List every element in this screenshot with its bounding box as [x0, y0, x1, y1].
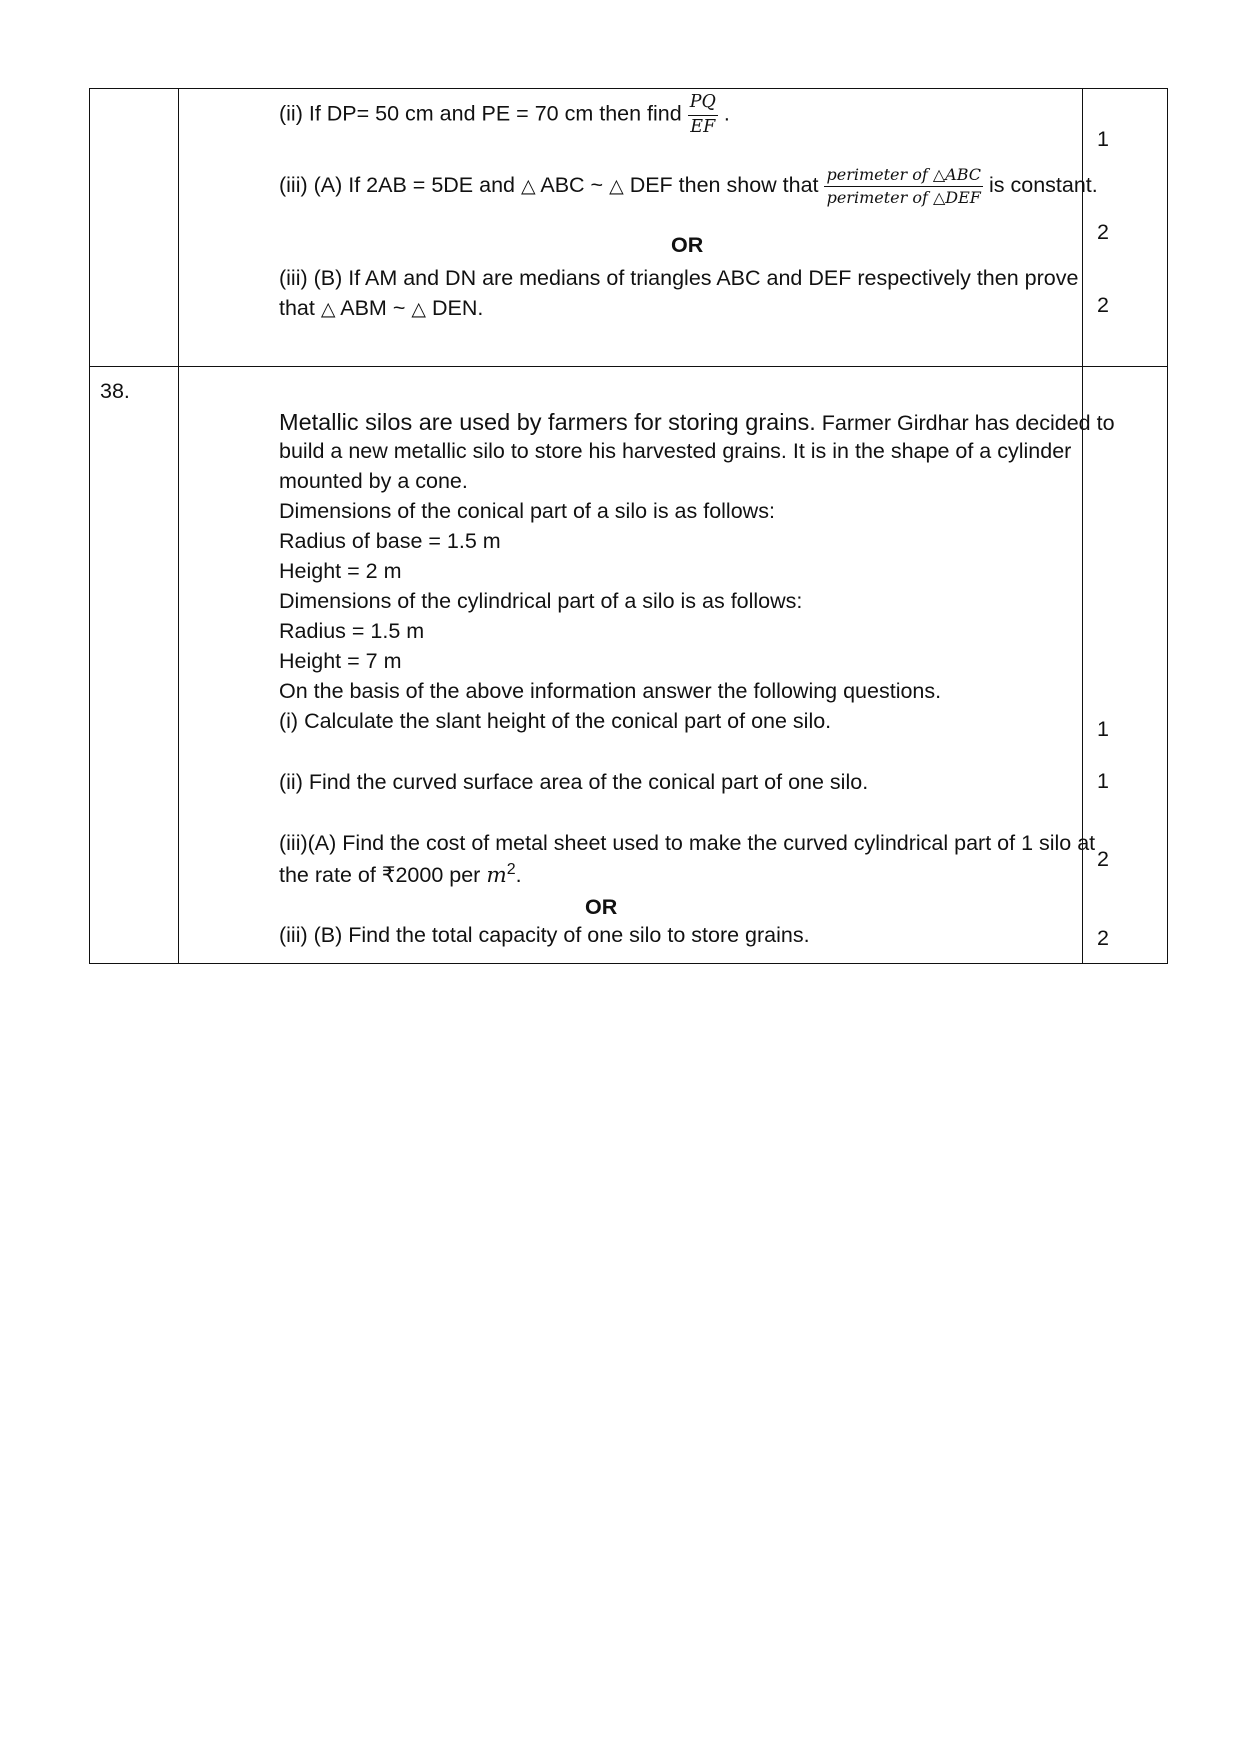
triangle-symbol: △ — [609, 175, 624, 198]
part-ii-text: (ii) If DP= 50 cm and PE = 70 cm then find — [279, 101, 688, 126]
question-number-cell — [90, 367, 179, 964]
unit-base: m — [486, 863, 507, 889]
marks-cell — [1083, 89, 1168, 367]
marks-part-iiiA: 2 — [1097, 847, 1109, 871]
question-content-cell — [179, 367, 1115, 964]
cone-radius: Radius of base = 1.5 m — [279, 529, 501, 553]
part-iiiA-line — [279, 167, 1098, 206]
instruction: On the basis of the above information answer the following questions. — [279, 679, 942, 703]
part-ii-line — [279, 94, 730, 136]
triangle-symbol: △ — [320, 298, 336, 320]
fraction-numerator: perimeter of △ABC — [824, 167, 983, 187]
question-row-38 — [90, 367, 1168, 964]
part-iiiB-prefix: that — [279, 296, 321, 320]
triangle-symbol: △ — [520, 175, 536, 198]
triangle-symbol: △ — [411, 298, 426, 320]
part-i-text: (i) Calculate the slant height of the conical part of one silo. — [279, 709, 832, 733]
question-table-container — [89, 88, 1167, 964]
marks-cell — [1083, 367, 1168, 964]
intro-lead: Metallic silos are used by farmers for storing grains. — [279, 409, 816, 435]
cylinder-height: Height = 7 m — [279, 649, 402, 673]
part-iiiA-prefix: the rate of ₹2000 per — [279, 863, 487, 888]
part-iiiB-mid: ABM ~ — [335, 296, 412, 320]
marks-part-iiiB: 2 — [1097, 926, 1109, 950]
part-iiiB-suffix: DEN. — [425, 296, 484, 320]
intro-rest: Farmer Girdhar has decided to — [815, 411, 1115, 435]
part-iiiB-line2 — [279, 296, 483, 321]
marks-part-ii: 1 — [1097, 127, 1109, 151]
intro-line1 — [279, 409, 1115, 436]
fraction-perimeter-ratio — [824, 167, 983, 206]
marks-part-iiiA: 2 — [1097, 220, 1109, 244]
intro-line3: mounted by a cone. — [279, 469, 468, 493]
or-separator: OR — [671, 233, 704, 257]
fraction-denominator: perimeter of △DEF — [826, 188, 981, 207]
question-row-37-continued — [90, 89, 1168, 367]
marks-part-i: 1 — [1097, 717, 1109, 741]
cylinder-heading: Dimensions of the cylindrical part of a silo is as follows: — [279, 589, 803, 613]
question-table — [89, 88, 1168, 964]
cone-heading: Dimensions of the conical part of a silo is as follows: — [279, 499, 775, 523]
cone-height: Height = 2 m — [279, 559, 402, 583]
part-ii-suffix: . — [723, 101, 730, 126]
part-iiiA-mid2: DEF then show that — [623, 173, 825, 198]
part-iiiB-line1: (iii) (B) If AM and DN are medians of triangles ABC and DEF respectively then prove — [279, 266, 1079, 290]
intro-line2: build a new metallic silo to store his harvested grains. It is in the shape of a cylinder — [279, 439, 1072, 463]
fraction-numerator: PQ — [688, 94, 718, 116]
part-iiiA-prefix: (iii) (A) If 2AB = 5DE and — [279, 173, 521, 198]
fraction-denominator: EF — [690, 116, 716, 137]
question-number: 38. — [100, 379, 130, 403]
part-iiiB-text: (iii) (B) Find the total capacity of one silo to store grains. — [279, 923, 810, 947]
part-iiiA-line1: (iii)(A) Find the cost of metal sheet used to make the curved cylindrical part of 1 silo at — [279, 831, 1096, 855]
marks-part-iiiB: 2 — [1097, 293, 1109, 317]
unit-exponent: 2 — [506, 861, 516, 878]
part-iiiA-line2 — [279, 861, 522, 888]
question-content-cell — [179, 89, 1098, 367]
part-iiiA-suffix: . — [515, 863, 522, 888]
cylinder-radius: Radius = 1.5 m — [279, 619, 425, 643]
part-iiiA-suffix: is constant. — [983, 173, 1098, 198]
part-iiiA-mid1: ABC ~ — [535, 173, 610, 198]
marks-part-ii: 1 — [1097, 769, 1109, 793]
or-separator: OR — [585, 895, 618, 919]
question-number-cell — [90, 89, 179, 367]
part-ii-text: (ii) Find the curved surface area of the conical part of one silo. — [279, 770, 869, 794]
fraction-pq-ef — [688, 94, 718, 136]
